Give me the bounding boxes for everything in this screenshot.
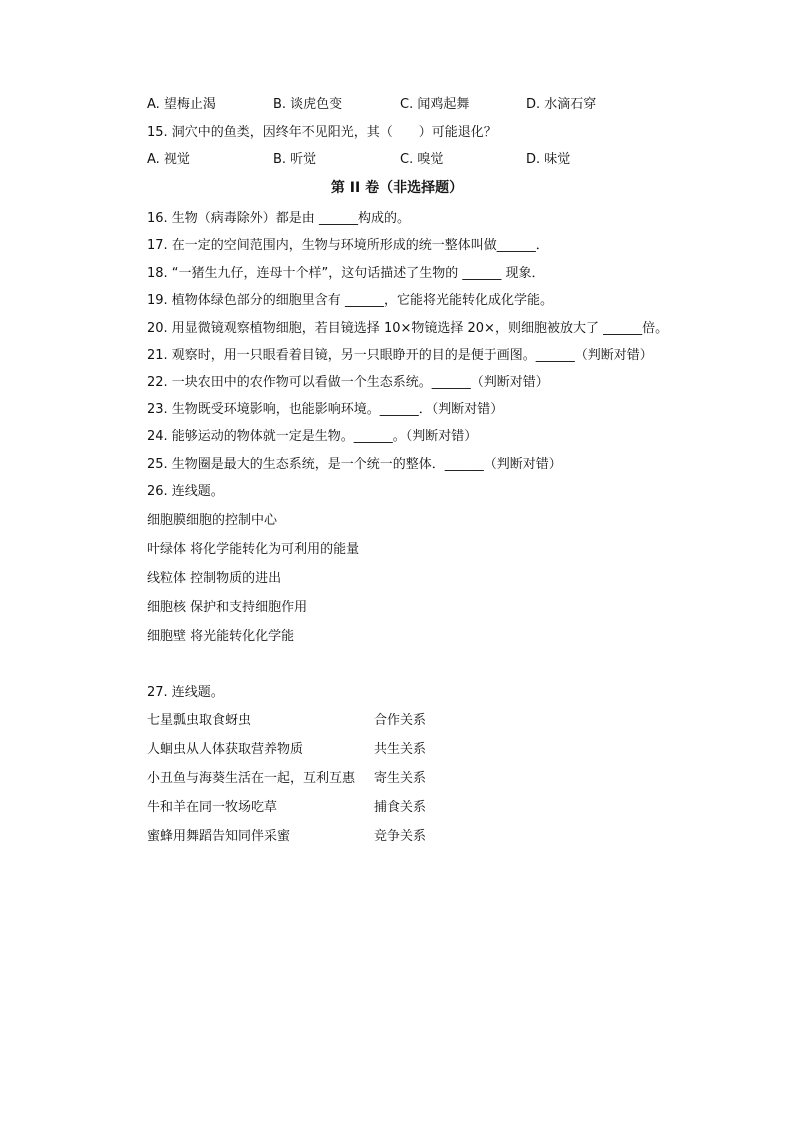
q26-row: 叶绿体 将化学能转化为可利用的能量: [147, 542, 360, 557]
q14-option-b[interactable]: B. 谈虎色变: [273, 97, 343, 112]
q15-stem: 15. 洞穴中的鱼类，因终年不见阳光，其（ ）可能退化？: [147, 125, 497, 140]
q27-right-item: 寄生关系: [374, 771, 427, 786]
q26-row: 细胞膜细胞的控制中心: [147, 513, 278, 528]
q26-row: 线粒体 控制物质的进出: [147, 571, 282, 586]
question-21: 21. 观察时，用一只眼看着目镜，另一只眼睁开的目的是便于画图。______（判断对错）: [147, 348, 653, 363]
question-22: 22. 一块农田中的农作物可以看做一个生态系统。______（判断对错）: [147, 375, 549, 390]
q15-option-c[interactable]: C. 嗅觉: [400, 152, 444, 167]
q27-left-item: 蜜蜂用舞蹈告知同伴采蜜: [147, 829, 291, 844]
q27-left-item: 人蛔虫从人体获取营养物质: [147, 742, 304, 757]
q15-option-d[interactable]: D. 味觉: [526, 152, 571, 167]
q27-left-item: 七星瓢虫取食蚜虫: [147, 713, 252, 728]
q14-option-d[interactable]: D. 水滴石穿: [526, 97, 597, 112]
q26-row: 细胞壁 将光能转化化学能: [147, 629, 295, 644]
question-18: 18. “一猪生九仔，连母十个样”，这句话描述了生物的 ______ 现象．: [147, 266, 545, 281]
q27-right-item: 共生关系: [374, 742, 427, 757]
q27-left-item: 牛和羊在同一牧场吃草: [147, 800, 278, 815]
question-17: 17. 在一定的空间范围内，生物与环境所形成的统一整体叫做______．: [147, 238, 549, 253]
question-19: 19. 植物体绿色部分的细胞里含有 ______，它能将光能转化成化学能。: [147, 293, 553, 308]
q14-option-a[interactable]: A. 望梅止渴: [147, 97, 216, 112]
q15-option-a[interactable]: A. 视觉: [147, 152, 190, 167]
section-title: 第 II 卷（非选择题）: [330, 180, 464, 196]
question-25: 25. 生物圈是最大的生态系统，是一个统一的整体．______（判断对错）: [147, 457, 562, 472]
question-27-title: 27. 连线题。: [147, 685, 224, 700]
q27-right-item: 合作关系: [374, 713, 427, 728]
q15-option-b[interactable]: B. 听觉: [273, 152, 317, 167]
question-26-title: 26. 连线题。: [147, 484, 224, 499]
q26-row: 细胞核 保护和支持细胞作用: [147, 600, 308, 615]
q27-right-item: 捕食关系: [374, 800, 427, 815]
question-24: 24. 能够运动的物体就一定是生物。______。（判断对错）: [147, 429, 478, 444]
question-20: 20. 用显微镜观察植物细胞，若目镜选择 10×物镜选择 20×，则细胞被放大了 ______倍。: [147, 321, 669, 336]
q14-option-c[interactable]: C. 闻鸡起舞: [400, 97, 470, 112]
question-16: 16. 生物（病毒除外）都是由 ______构成的。: [147, 211, 410, 226]
q27-left-item: 小丑鱼与海葵生活在一起，互利互惠: [147, 771, 356, 786]
question-23: 23. 生物既受环境影响，也能影响环境。______．（判断对错）: [147, 402, 504, 417]
q27-right-item: 竞争关系: [374, 829, 427, 844]
